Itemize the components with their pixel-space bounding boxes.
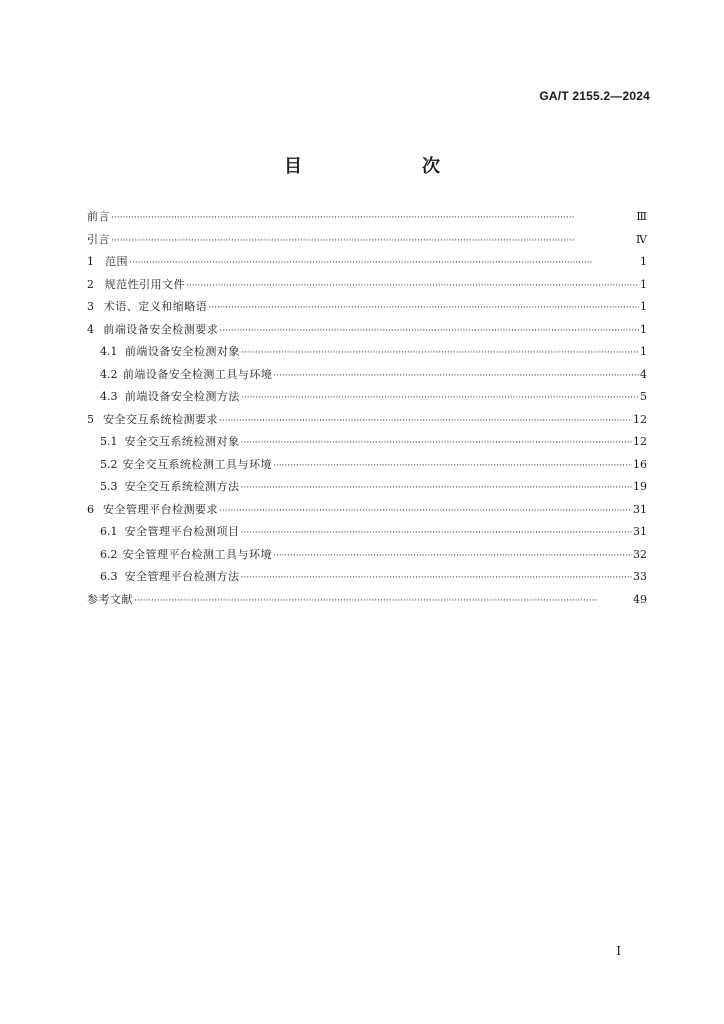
toc-entry[interactable] — [87, 566, 647, 589]
toc-entry-label: 安全管理平台检测要求 — [103, 502, 219, 516]
toc-entry-label: 安全管理平台检测方法 — [124, 570, 240, 583]
toc-entry-page: 19 — [633, 480, 647, 493]
toc-entry-page: 12 — [633, 435, 647, 448]
toc-dot-leader — [241, 522, 633, 545]
toc-dot-leader — [273, 365, 639, 388]
toc-entry-page: 1 — [640, 300, 647, 313]
toc-entry-label: 前端设备安全检测要求 — [103, 322, 219, 336]
toc-entry-label: 安全交互系统检测方法 — [124, 480, 240, 493]
toc-entry-label: 规范性引用文件 — [104, 277, 186, 291]
toc-entry[interactable] — [87, 251, 647, 274]
toc-entry[interactable] — [87, 521, 647, 544]
toc-entry-label: 安全交互系统检测工具与环境 — [122, 457, 272, 471]
toc-entry-number: 5.3 — [100, 480, 118, 493]
toc-entry-page: 5 — [640, 390, 647, 403]
toc-entry-page: 16 — [633, 457, 647, 471]
toc-entry-label: 术语、定义和缩略语 — [103, 300, 208, 313]
toc-dot-leader — [241, 342, 639, 365]
toc-entry-label: 范围 — [105, 255, 128, 268]
toc-dot-leader — [241, 567, 633, 590]
page-title: 目 次 — [284, 156, 468, 177]
toc-entry-page: 1 — [640, 345, 647, 358]
toc-entry-page: 32 — [633, 547, 647, 561]
toc-entry-label: 引言 — [87, 232, 110, 246]
toc-entry-page: 49 — [633, 592, 647, 606]
toc-entry-page: Ⅲ — [636, 210, 647, 223]
toc-dot-leader — [111, 230, 635, 253]
toc-entry-page: 12 — [633, 412, 647, 426]
toc-entry-page: 1 — [640, 322, 647, 336]
toc-dot-leader — [186, 275, 639, 298]
toc-entry-number: 5.1 — [100, 435, 118, 448]
toc-entry-number: 4 — [87, 322, 94, 336]
table-of-contents — [87, 206, 647, 611]
toc-entry-number: 6 — [87, 502, 94, 516]
toc-dot-leader — [273, 545, 632, 568]
toc-entry[interactable] — [87, 409, 647, 432]
toc-entry[interactable] — [87, 544, 647, 567]
toc-dot-leader — [111, 207, 635, 230]
toc-entry-label: 前端设备安全检测方法 — [124, 390, 240, 403]
toc-dot-leader — [129, 252, 639, 275]
toc-entry[interactable] — [87, 296, 647, 319]
toc-entry-number: 5 — [87, 412, 94, 426]
toc-entry[interactable] — [87, 431, 647, 454]
toc-entry-number: 5.2 — [100, 457, 118, 471]
toc-entry[interactable] — [87, 229, 647, 252]
toc-dot-leader — [219, 410, 632, 433]
toc-entry-label: 安全管理平台检测工具与环境 — [122, 547, 272, 561]
toc-entry[interactable] — [87, 274, 647, 297]
toc-entry[interactable] — [87, 386, 647, 409]
toc-entry[interactable] — [87, 499, 647, 522]
toc-entry-label: 前言 — [87, 210, 110, 223]
toc-dot-leader — [273, 455, 632, 478]
toc-entry-page: 31 — [633, 502, 647, 516]
toc-entry-label: 参考文献 — [87, 592, 133, 606]
toc-entry-label: 安全交互系统检测要求 — [103, 412, 219, 426]
toc-entry-label: 前端设备安全检测对象 — [124, 345, 240, 358]
toc-entry-page: Ⅳ — [636, 232, 647, 246]
toc-entry-label: 安全交互系统检测对象 — [124, 435, 240, 448]
toc-entry-number: 4.2 — [100, 367, 118, 381]
toc-dot-leader — [241, 387, 639, 410]
toc-dot-leader — [219, 500, 632, 523]
toc-entry[interactable] — [87, 319, 647, 342]
page-number: Ⅰ — [616, 944, 621, 958]
toc-entry-label: 前端设备安全检测工具与环境 — [122, 367, 273, 381]
toc-dot-leader — [134, 590, 632, 613]
toc-entry[interactable] — [87, 589, 647, 612]
toc-entry[interactable] — [87, 454, 647, 477]
toc-entry-number: 4.1 — [100, 345, 118, 358]
toc-entry-page: 4 — [640, 367, 647, 381]
toc-entry-label: 安全管理平台检测项目 — [124, 525, 240, 538]
toc-dot-leader — [219, 320, 639, 343]
toc-entry-number: 4.3 — [100, 390, 118, 403]
toc-entry-page: 1 — [640, 277, 647, 291]
toc-dot-leader — [241, 477, 633, 500]
toc-entry-number: 6.1 — [100, 525, 118, 538]
toc-entry-page: 33 — [633, 570, 647, 583]
toc-entry-number: 2 — [87, 277, 94, 291]
toc-entry-number: 6.2 — [100, 547, 118, 561]
toc-dot-leader — [208, 297, 639, 320]
toc-entry-number: 6.3 — [100, 570, 118, 583]
toc-entry[interactable] — [87, 476, 647, 499]
toc-entry-page: 31 — [633, 525, 647, 538]
toc-entry[interactable] — [87, 364, 647, 387]
toc-dot-leader — [241, 432, 633, 455]
toc-entry[interactable] — [87, 206, 647, 229]
toc-entry-number: 1 — [87, 255, 94, 268]
toc-entry-number: 3 — [87, 300, 94, 313]
toc-entry[interactable] — [87, 341, 647, 364]
toc-entry-page: 1 — [640, 255, 647, 268]
standard-code: GA/T 2155.2—2024 — [539, 89, 650, 103]
